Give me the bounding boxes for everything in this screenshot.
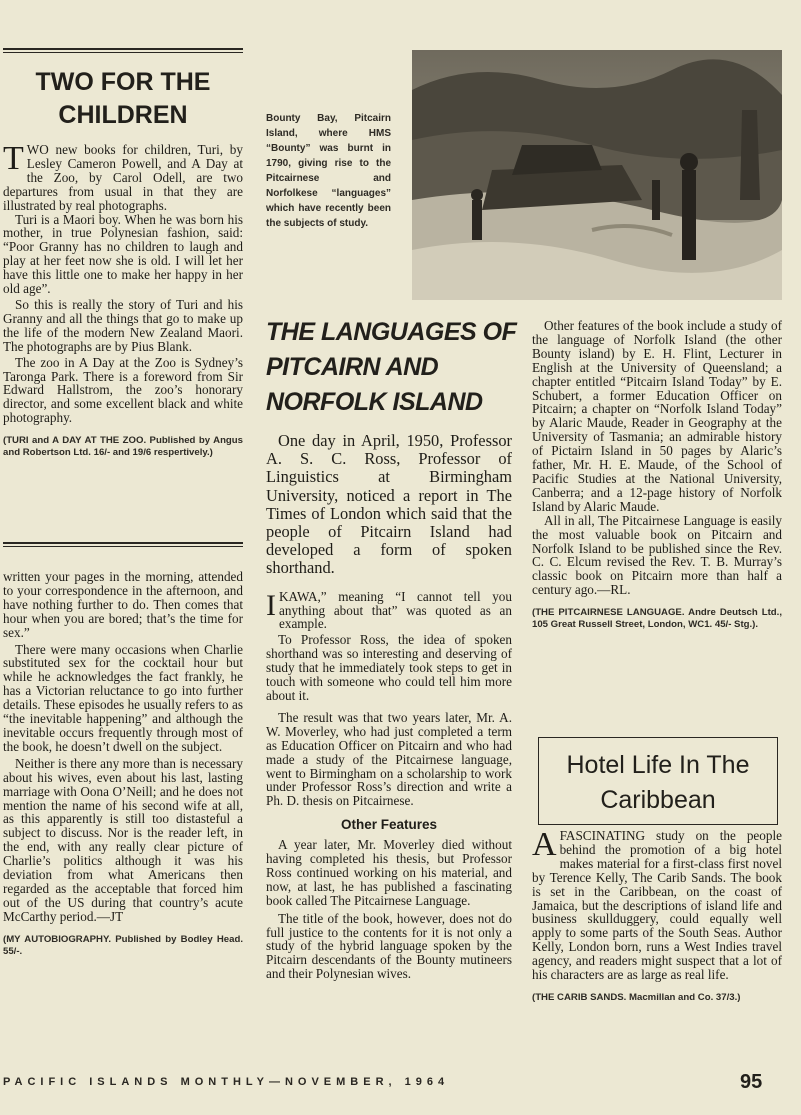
- main-article-body: One day in April, 1950, Professor A. S. C. Ross, Professor of Linguistics at Birmingham University, noticed a report in The Times of London which said that the people of Pitcairn Island had developed a form of spoken shorthand. IKAWA,” meaning “I cannot tell you anything about that” was quoted as an example. To Professor Ross, the idea of spoken shorthand was so interesting and deserving of study that he immediately took steps to get in touch with someone who could tell him more about it. The result was that two years later, Mr. A. W. Moverley, who had just completed a term as Education Officer on Pitcairn and who had made a study of the Pitcairnese language, went to Birmingham on a scholarship to work under Professor Ross’s direction and write a Ph. D. thesis on Pitcairnese. Other Features A year later, Mr. Moverley died without having completed his thesis, but Professor Ross continued working on his material, and now, at last, he has published a fascinating book called The Pitcairnese Language. The title of the book, however, does not do full justice to the contents for it is not only a study of the hybrid language spoken by the Pitcairn descendants of the Bounty mutineers and their Polynesian wives.: [266, 431, 512, 982]
- intro-paragraph: One day in April, 1950, Professor A. S. C. Ross, Professor of Linguistics at Birmingham University, noticed a report in The Times of London which said that the people of Pitcairn Island had developed a form of spoken shorthand.: [266, 431, 512, 578]
- book-credit: (THE PITCAIRNESE LANGUAGE. Andre Deutsch Ltd., 105 Great Russell Street, London, WC1. 45/- Stg.).: [532, 607, 782, 631]
- footer-magazine-line: PACIFIC ISLANDS MONTHLY—NOVEMBER, 1964: [3, 1076, 450, 1088]
- photo-caption: Bounty Bay, Pitcairn Island, where HMS “Bounty” was burnt in 1790, giving rise to the Pitcairnese and Norfolkese “languages” which have recently been the subjects of study.: [266, 113, 391, 229]
- page-number: 95: [740, 1071, 763, 1093]
- left-continued-body: written your pages in the morning, attended to your correspondence in the afternoon, and have nothing further to do. Then comes that hour when you are bored; that’s the time for sex.” There were many occasions when Charlie substituted sex for the cocktail hour but while he acknowledges the fact frankly, he has a Victorian reluctance to go into further details. These episodes he usually refers to as “the inevitable happening” and although the inevitable occurs frequently through most of the book, he doesn’t dwell on the subject. Neither is there any more than is necessary about his wives, even about his last, lasting marriage with Oona O’Neill; and he does not mention the name of his second wife at all, as this apparently is still too distasteful a subject to discuss. Nor is the reader left, in the end, with any really clear picture of Charlie’s politics although it was his deviation from what Americans then regarded as the acceptable that forced him out of the US during that country’s acute McCarthy period.—JT (MY AUTOBIOGRAPHY. Published by Bodley Head. 55/-.: [3, 569, 243, 957]
- book-credit: (MY AUTOBIOGRAPHY. Published by Bodley Head. 55/-.: [3, 933, 243, 957]
- hotel-title-box: [538, 737, 778, 825]
- dropcap: A: [532, 826, 557, 863]
- left-article-title: [3, 66, 243, 132]
- main-article-title: THE LANGUAGES OF PITCAIRN AND NORFOLK ISLAND: [266, 318, 517, 416]
- bounty-bay-photo: [412, 50, 782, 300]
- hotel-article-title: [539, 748, 777, 818]
- right-column-body: Other features of the book include a study of the language of Norfolk Island (the other Bounty island) by E. H. Flint, Lecturer in English at the University of Queensland; a chapter entitled “Pitcairn Island Today” by E. Schubert, a former Education Officer on Pitcairn; a chapter on “Norfolk Island Today” by Alaric Maude, Reader in Geography at the University of Tasmania; an admirable history of Pictairn Island in 50 pages by Alaric’s father, Mr. H. E. Maude, of the School of Pacific Studies at the National University, Canberra; and a 12-page history of Norfolk Island by Alaric Maude. All in all, The Pitcairnese Language is easily the most valuable book on Pitcairn and Norfolk Island to be published since the Rev. C. C. Elcum revised the Rev. T. B. Murray’s classic book on Pitcairn more than half a century ago.—RL. (THE PITCAIRNESE LANGUAGE. Andre Deutsch Ltd., 105 Great Russell Street, London, WC1. 45/- Stg.).: [532, 318, 782, 631]
- title-line-1: Hotel Life In The: [566, 751, 750, 779]
- book-credit: (THE CARIB SANDS. Macmillan and Co. 37/3.): [532, 991, 741, 1003]
- title-line-2: Caribbean: [600, 786, 716, 814]
- section-rule: [3, 542, 243, 547]
- book-credit: (TURI and A DAY AT THE ZOO. Published by Angus and Robertson Ltd. 16/- and 19/6 respertively.): [3, 435, 243, 459]
- title-line-2: CHILDREN: [58, 101, 188, 129]
- left-article-body: TWO new books for children, Turi, by Lesley Cameron Powell, and A Day at the Zoo, by Carol Odell, are two departures from usual in that they are illustrated by real photographs. Turi is a Maori boy. When he was born his mother, in true Polynesian fashion, said: “Poor Granny has no children to laugh and play at her feet now she is old. I will let her have this little one to make her happy in her old age”. So this is really the story of Turi and his Granny and all the things that go to make up the life of the modern New Zealand Maori. The photographs are by Pius Blank. The zoo in A Day at the Zoo is Sydney’s Taronga Park. There is a foreword from Sir Edward Hallstrom, the zoo’s honorary director, and some excellent black and white photography. (TURI and A DAY AT THE ZOO. Published by Angus and Robertson Ltd. 16/- and 19/6 respertively.): [3, 140, 243, 459]
- dropcap: I: [266, 588, 276, 622]
- subheading: Other Features: [340, 817, 438, 833]
- title-line-1: TWO FOR THE: [35, 68, 211, 96]
- dropcap: T: [3, 140, 24, 177]
- hotel-article-body: AFASCINATING study on the people behind the promotion of a big hotel makes material for a first-class first novel by Terence Kelly, The Carib Sands. The book is set in the Caribbean, on the coast of Jamaica, but the descriptions of island life and business skullduggery, could equally well apply to some parts of the South Seas. Author Kelly, London born, runs a West Indies travel agency, and readers might suspect that a lot of his characters are as large as real life. (THE CARIB SANDS. Macmillan and Co. 37/3.): [532, 826, 782, 1003]
- photo-illustration: [412, 50, 782, 300]
- top-rule: [3, 48, 243, 53]
